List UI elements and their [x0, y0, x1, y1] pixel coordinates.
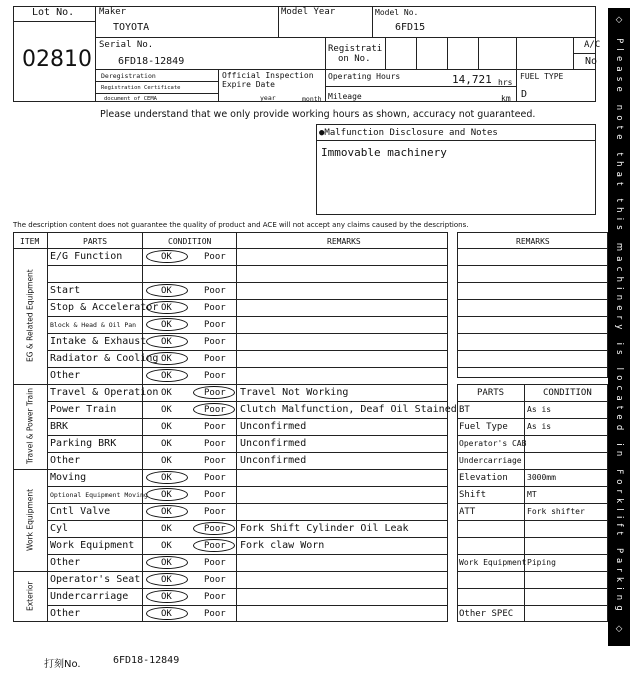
- row-divider: [47, 486, 448, 487]
- header-remarks: REMARKS: [327, 237, 361, 246]
- malfunction-text: Immovable machinery: [321, 146, 447, 159]
- ok-circle: [146, 284, 188, 297]
- registration-label-1: Registrati: [328, 44, 383, 54]
- ok-circle: [146, 488, 188, 501]
- serial-no-value: 6FD18-12849: [118, 56, 185, 67]
- ok-circle: [146, 556, 188, 569]
- poor-circle: [193, 522, 235, 535]
- ok-circle: [146, 335, 188, 348]
- remarks2-header: REMARKS: [516, 237, 550, 246]
- year-label: year: [260, 94, 276, 102]
- spec-divider: [457, 605, 608, 606]
- poor-option: Poor: [204, 439, 226, 449]
- spec-divider: [457, 503, 608, 504]
- poor-circle: [193, 403, 235, 416]
- part-name: Cyl: [50, 523, 69, 534]
- part-name: Work Equipment: [50, 540, 135, 551]
- ok-option: OK: [161, 473, 172, 483]
- ok-option: OK: [161, 575, 172, 585]
- operating-hours-label: Operating Hours: [328, 72, 401, 81]
- poor-option: Poor: [204, 490, 226, 500]
- ok-option: OK: [161, 320, 172, 330]
- poor-option: Poor: [204, 422, 226, 432]
- spec-value: Piping: [527, 558, 556, 567]
- row-divider: [47, 503, 448, 504]
- spec-divider: [457, 452, 608, 453]
- spec-part: Shift: [459, 490, 487, 500]
- ok-option: OK: [161, 388, 172, 398]
- ok-option: OK: [161, 558, 172, 568]
- group-divider: [13, 469, 448, 470]
- mileage-label: Mileage: [328, 92, 362, 101]
- registration-certificate-label: Registration Certificate: [101, 85, 181, 91]
- row-divider: [47, 520, 448, 521]
- part-name: Undercarriage: [50, 591, 129, 602]
- km-unit: km: [501, 94, 511, 103]
- part-name: Cntl Valve: [50, 506, 111, 517]
- remarks2-divider: [457, 316, 608, 317]
- ok-circle: [146, 505, 188, 518]
- part-name: Radiator & Cooling: [50, 353, 159, 364]
- spec-value: 3000mm: [527, 473, 556, 482]
- month-label: month: [302, 95, 322, 103]
- spec-divider: [457, 588, 608, 589]
- poor-circle: [193, 386, 235, 399]
- ok-option: OK: [161, 609, 172, 619]
- poor-option: Poor: [204, 337, 226, 347]
- spec-part: ATT: [459, 507, 476, 517]
- group-label: EG & Related Equipment: [25, 269, 35, 363]
- part-name: Other: [50, 557, 81, 568]
- ok-option: OK: [161, 422, 172, 432]
- spec-part: Other SPEC: [459, 609, 514, 619]
- cema-label: document of CEMA: [104, 96, 157, 102]
- part-name: Travel & Operation: [50, 387, 159, 398]
- spec-divider: [457, 571, 608, 572]
- spec-value: MT: [527, 490, 537, 499]
- remarks2-divider: [457, 265, 608, 266]
- ok-circle: [146, 471, 188, 484]
- remarks2-divider: [457, 282, 608, 283]
- remark: Unconfirmed: [240, 421, 307, 432]
- ok-option: OK: [161, 354, 172, 364]
- part-name: Power Train: [50, 404, 117, 415]
- part-name: BRK: [50, 421, 69, 432]
- part-name: Other: [50, 455, 81, 466]
- ok-option: OK: [161, 303, 172, 313]
- row-divider: [47, 350, 448, 351]
- spec-divider: [457, 469, 608, 470]
- row-divider: [47, 605, 448, 606]
- ok-option: OK: [161, 286, 172, 296]
- group-divider: [13, 571, 448, 572]
- part-name: Start: [50, 285, 81, 296]
- group-label: Travel & Power Train: [25, 388, 35, 465]
- spec-part: BT: [459, 405, 470, 415]
- remarks2-table: [457, 232, 608, 378]
- poor-option: Poor: [204, 456, 226, 466]
- poor-option: Poor: [204, 252, 226, 262]
- remark: Unconfirmed: [240, 455, 307, 466]
- hrs-unit: hrs: [498, 78, 513, 87]
- row-divider: [47, 452, 448, 453]
- part-name: Moving: [50, 472, 87, 483]
- ok-option: OK: [161, 337, 172, 347]
- spec-part: Work Equipment: [459, 558, 527, 567]
- part-name: Block & Head & Oil Pan: [50, 321, 137, 329]
- operating-hours-value: 14,721: [452, 73, 492, 86]
- ac-value: No: [585, 56, 598, 67]
- ok-option: OK: [161, 524, 172, 534]
- group-label: Exterior: [25, 581, 35, 612]
- ok-option: OK: [161, 592, 172, 602]
- serial-no-label: Serial No.: [99, 40, 154, 50]
- remark: Fork claw Worn: [240, 540, 325, 551]
- group-label: Work Equipment: [25, 488, 35, 552]
- malfunction-title: ●Malfunction Disclosure and Notes: [319, 128, 498, 138]
- spec-part: Undercarriage: [459, 456, 522, 465]
- row-divider: [47, 588, 448, 589]
- spec-divider: [457, 486, 608, 487]
- model-no-label: Model No.: [375, 8, 419, 17]
- inspection-label-1: Official Inspection: [222, 71, 314, 80]
- remark: Fork Shift Cylinder Oil Leak: [240, 523, 409, 534]
- poor-option: Poor: [204, 354, 226, 364]
- remarks2-divider: [457, 333, 608, 334]
- part-name: Operator's Seat: [50, 574, 141, 585]
- group-divider: [13, 384, 448, 385]
- spec-divider: [457, 537, 608, 538]
- spec-value: As is: [527, 422, 552, 431]
- header-parts: PARTS: [83, 237, 108, 246]
- part-name: Stop & Accelerator: [50, 302, 159, 313]
- ok-circle: [146, 607, 188, 620]
- poor-option: Poor: [204, 320, 226, 330]
- row-divider: [47, 299, 448, 300]
- ok-circle: [146, 573, 188, 586]
- part-name: Other: [50, 370, 81, 381]
- disclaimer: The description content does not guarantee the quality of product and ACE will not accept any claims caused by the descriptions.: [13, 221, 469, 229]
- spec-divider: [457, 435, 608, 436]
- spec-parts-header: PARTS: [477, 388, 505, 398]
- spec-condition-header: CONDITION: [543, 388, 592, 398]
- row-divider: [47, 537, 448, 538]
- poor-option: Poor: [204, 507, 226, 517]
- ok-option: OK: [161, 405, 172, 415]
- poor-option: Poor: [204, 286, 226, 296]
- side-banner: [608, 8, 630, 646]
- part-name: Optional Equipment Moving: [50, 491, 148, 499]
- remarks2-divider: [457, 299, 608, 300]
- spec-value: Fork shifter: [527, 507, 585, 516]
- ac-label: A/C: [584, 40, 601, 50]
- remarks2-divider: [457, 367, 608, 368]
- ok-circle: [146, 590, 188, 603]
- fuel-type-value: D: [521, 89, 528, 100]
- maker-value: TOYOTA: [113, 22, 150, 33]
- part-name: Other: [50, 608, 81, 619]
- maker-label: Maker: [99, 7, 127, 17]
- poor-option: Poor: [204, 405, 226, 415]
- lot-no: 02810: [22, 47, 92, 72]
- poor-option: Poor: [204, 524, 226, 534]
- ok-option: OK: [161, 252, 172, 262]
- ok-circle: [146, 301, 188, 314]
- ok-option: OK: [161, 439, 172, 449]
- spec-part: Operator's CAB: [459, 439, 527, 448]
- ok-option: OK: [161, 490, 172, 500]
- remark: Unconfirmed: [240, 438, 307, 449]
- part-name: Intake & Exhaust: [50, 336, 147, 347]
- ok-option: OK: [161, 541, 172, 551]
- row-divider: [47, 435, 448, 436]
- spec-part: Elevation: [459, 473, 508, 483]
- poor-circle: [193, 539, 235, 552]
- spec-divider: [457, 554, 608, 555]
- ok-option: OK: [161, 456, 172, 466]
- header-item: ITEM: [20, 237, 40, 246]
- ok-option: OK: [161, 371, 172, 381]
- poor-option: Poor: [204, 473, 226, 483]
- poor-option: Poor: [204, 558, 226, 568]
- remarks2-divider: [457, 350, 608, 351]
- model-year-label: Model Year: [281, 7, 336, 17]
- poor-option: Poor: [204, 303, 226, 313]
- part-name: Parking BRK: [50, 438, 117, 449]
- row-divider: [47, 316, 448, 317]
- remark: Clutch Malfunction, Deaf Oil Stained: [240, 404, 457, 415]
- row-divider: [47, 554, 448, 555]
- deregistration-label: Deregistration: [101, 72, 156, 80]
- ok-circle: [146, 250, 188, 263]
- poor-option: Poor: [204, 575, 226, 585]
- row-divider: [47, 333, 448, 334]
- poor-option: Poor: [204, 371, 226, 381]
- spec-divider: [457, 418, 608, 419]
- poor-option: Poor: [204, 541, 226, 551]
- model-no-value: 6FD15: [395, 22, 426, 33]
- ok-option: OK: [161, 507, 172, 517]
- header-condition: CONDITION: [168, 237, 212, 246]
- side-banner-text: ◇ Please note that this machinery is located in Forklift Parking ◇: [614, 14, 624, 640]
- remark: Travel Not Working: [240, 387, 349, 398]
- poor-option: Poor: [204, 592, 226, 602]
- ok-circle: [146, 369, 188, 382]
- part-name: E/G Function: [50, 251, 123, 262]
- spec-divider: [457, 520, 608, 521]
- lot-no-label: Lot No.: [32, 7, 75, 18]
- ok-circle: [146, 352, 188, 365]
- spec-value: As is: [527, 405, 552, 414]
- row-divider: [47, 282, 448, 283]
- row-divider: [47, 418, 448, 419]
- row-divider: [47, 401, 448, 402]
- ok-circle: [146, 318, 188, 331]
- row-divider: [47, 367, 448, 368]
- stamp-number: 6FD18-12849: [113, 655, 180, 666]
- stamp-label: 打刻No.: [44, 659, 81, 670]
- row-divider: [47, 265, 448, 266]
- spec-part: Fuel Type: [459, 422, 508, 432]
- inspection-label-2: Expire Date: [222, 80, 275, 89]
- fuel-type-label: FUEL TYPE: [520, 72, 564, 81]
- hours-notice: Please understand that we only provide working hours as shown, accuracy not guaranteed.: [100, 109, 536, 120]
- registration-label-2: on No.: [338, 54, 371, 64]
- spec-divider: [457, 401, 608, 402]
- poor-option: Poor: [204, 388, 226, 398]
- poor-option: Poor: [204, 609, 226, 619]
